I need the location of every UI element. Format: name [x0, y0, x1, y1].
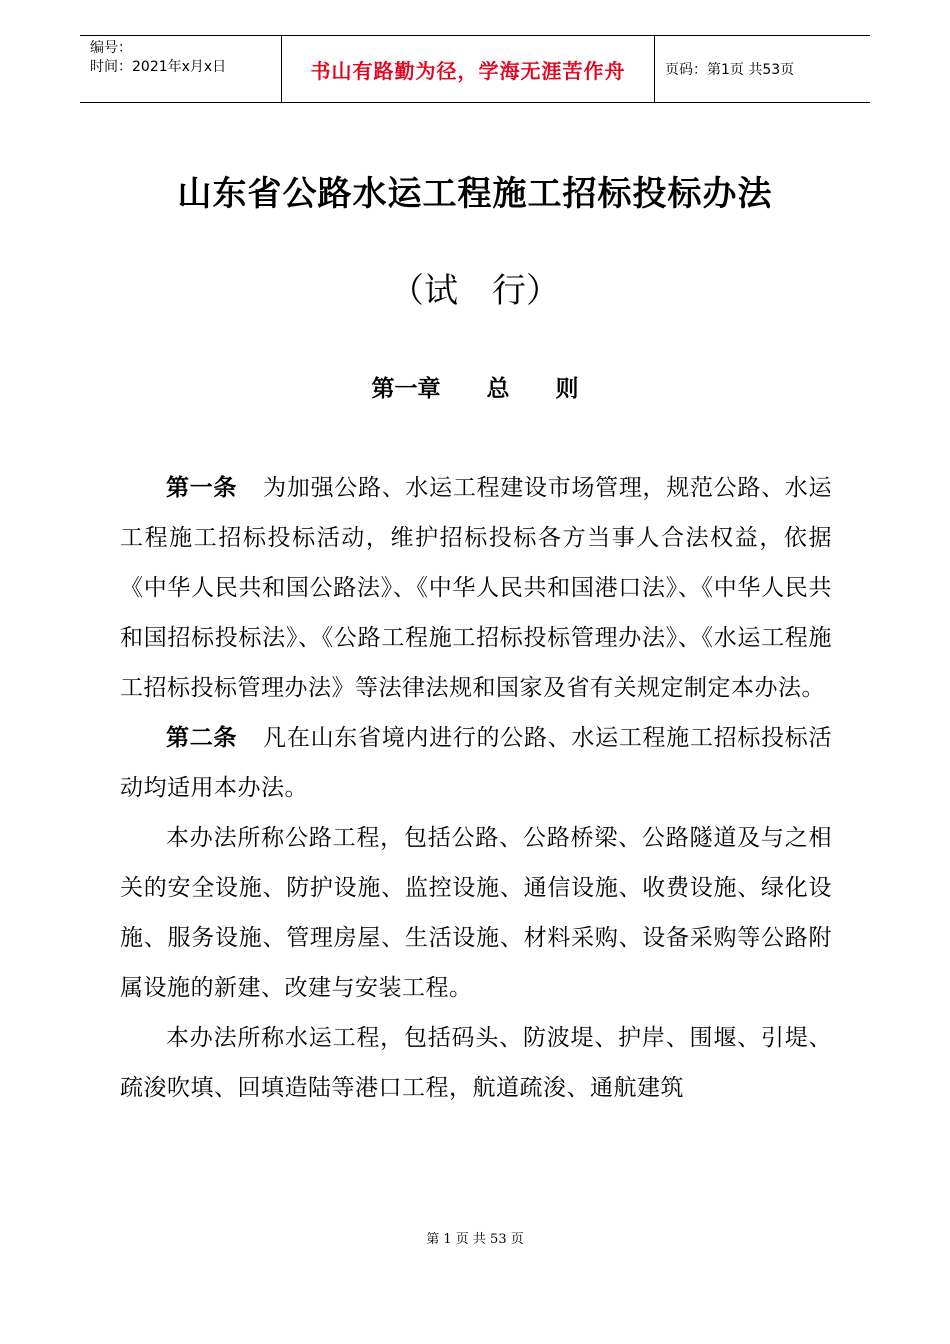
time-label: 时间：2021年x月x日	[90, 59, 227, 75]
paragraph	[120, 463, 832, 713]
document-subtitle: （试 行）	[390, 271, 560, 311]
document-body	[120, 463, 832, 1113]
article-label: 第二条	[166, 725, 238, 751]
page-footer: 第 1 页 共 53 页	[426, 1232, 524, 1247]
paragraph	[120, 813, 832, 1013]
header-page-info: 页码：第1页 共53页	[665, 62, 795, 78]
chapter-heading: 第一章 总 则	[371, 376, 579, 402]
paragraph-text: 为加强公路、水运工程建设市场管理，规范公路、水运工程施工招标投标活动，维护招标投标各方当事人合法权益，依据《中华人民共和国公路法》、《中华人民共和国港口法》、《中华人民共和国招标投标法》、《公路工程施工招标投标管理办法》、《水运工程施工招标投标管理办法》等法律法规和国家及省有关规定制定本办法。	[120, 475, 833, 701]
paragraph-text: 凡在山东省境内进行的公路、水运工程施工招标投标活动均适用本办法。	[120, 725, 833, 801]
paragraph	[120, 1013, 832, 1113]
article-label: 第一条	[166, 475, 238, 501]
paragraph	[120, 713, 832, 813]
header-slogan: 书山有路勤为径，学海无涯苦作舟	[282, 36, 655, 102]
page-header	[80, 35, 870, 103]
paragraph-text: 本办法所称公路工程，包括公路、公路桥梁、公路隧道及与之相关的安全设施、防护设施、监控设施、通信设施、收费设施、绿化设施、服务设施、管理房屋、生活设施、材料采购、设备采购等公路附属设施的新建、改建与安装工程。	[120, 825, 832, 1001]
number-label: 编号：	[90, 40, 132, 56]
header-meta	[80, 36, 282, 102]
document-title: 山东省公路水运工程施工招标投标办法	[177, 174, 773, 214]
paragraph-text: 本办法所称水运工程，包括码头、防波堤、护岸、围堰、引堤、疏浚吹填、回填造陆等港口工程，航道疏浚、通航建筑	[120, 1025, 832, 1101]
